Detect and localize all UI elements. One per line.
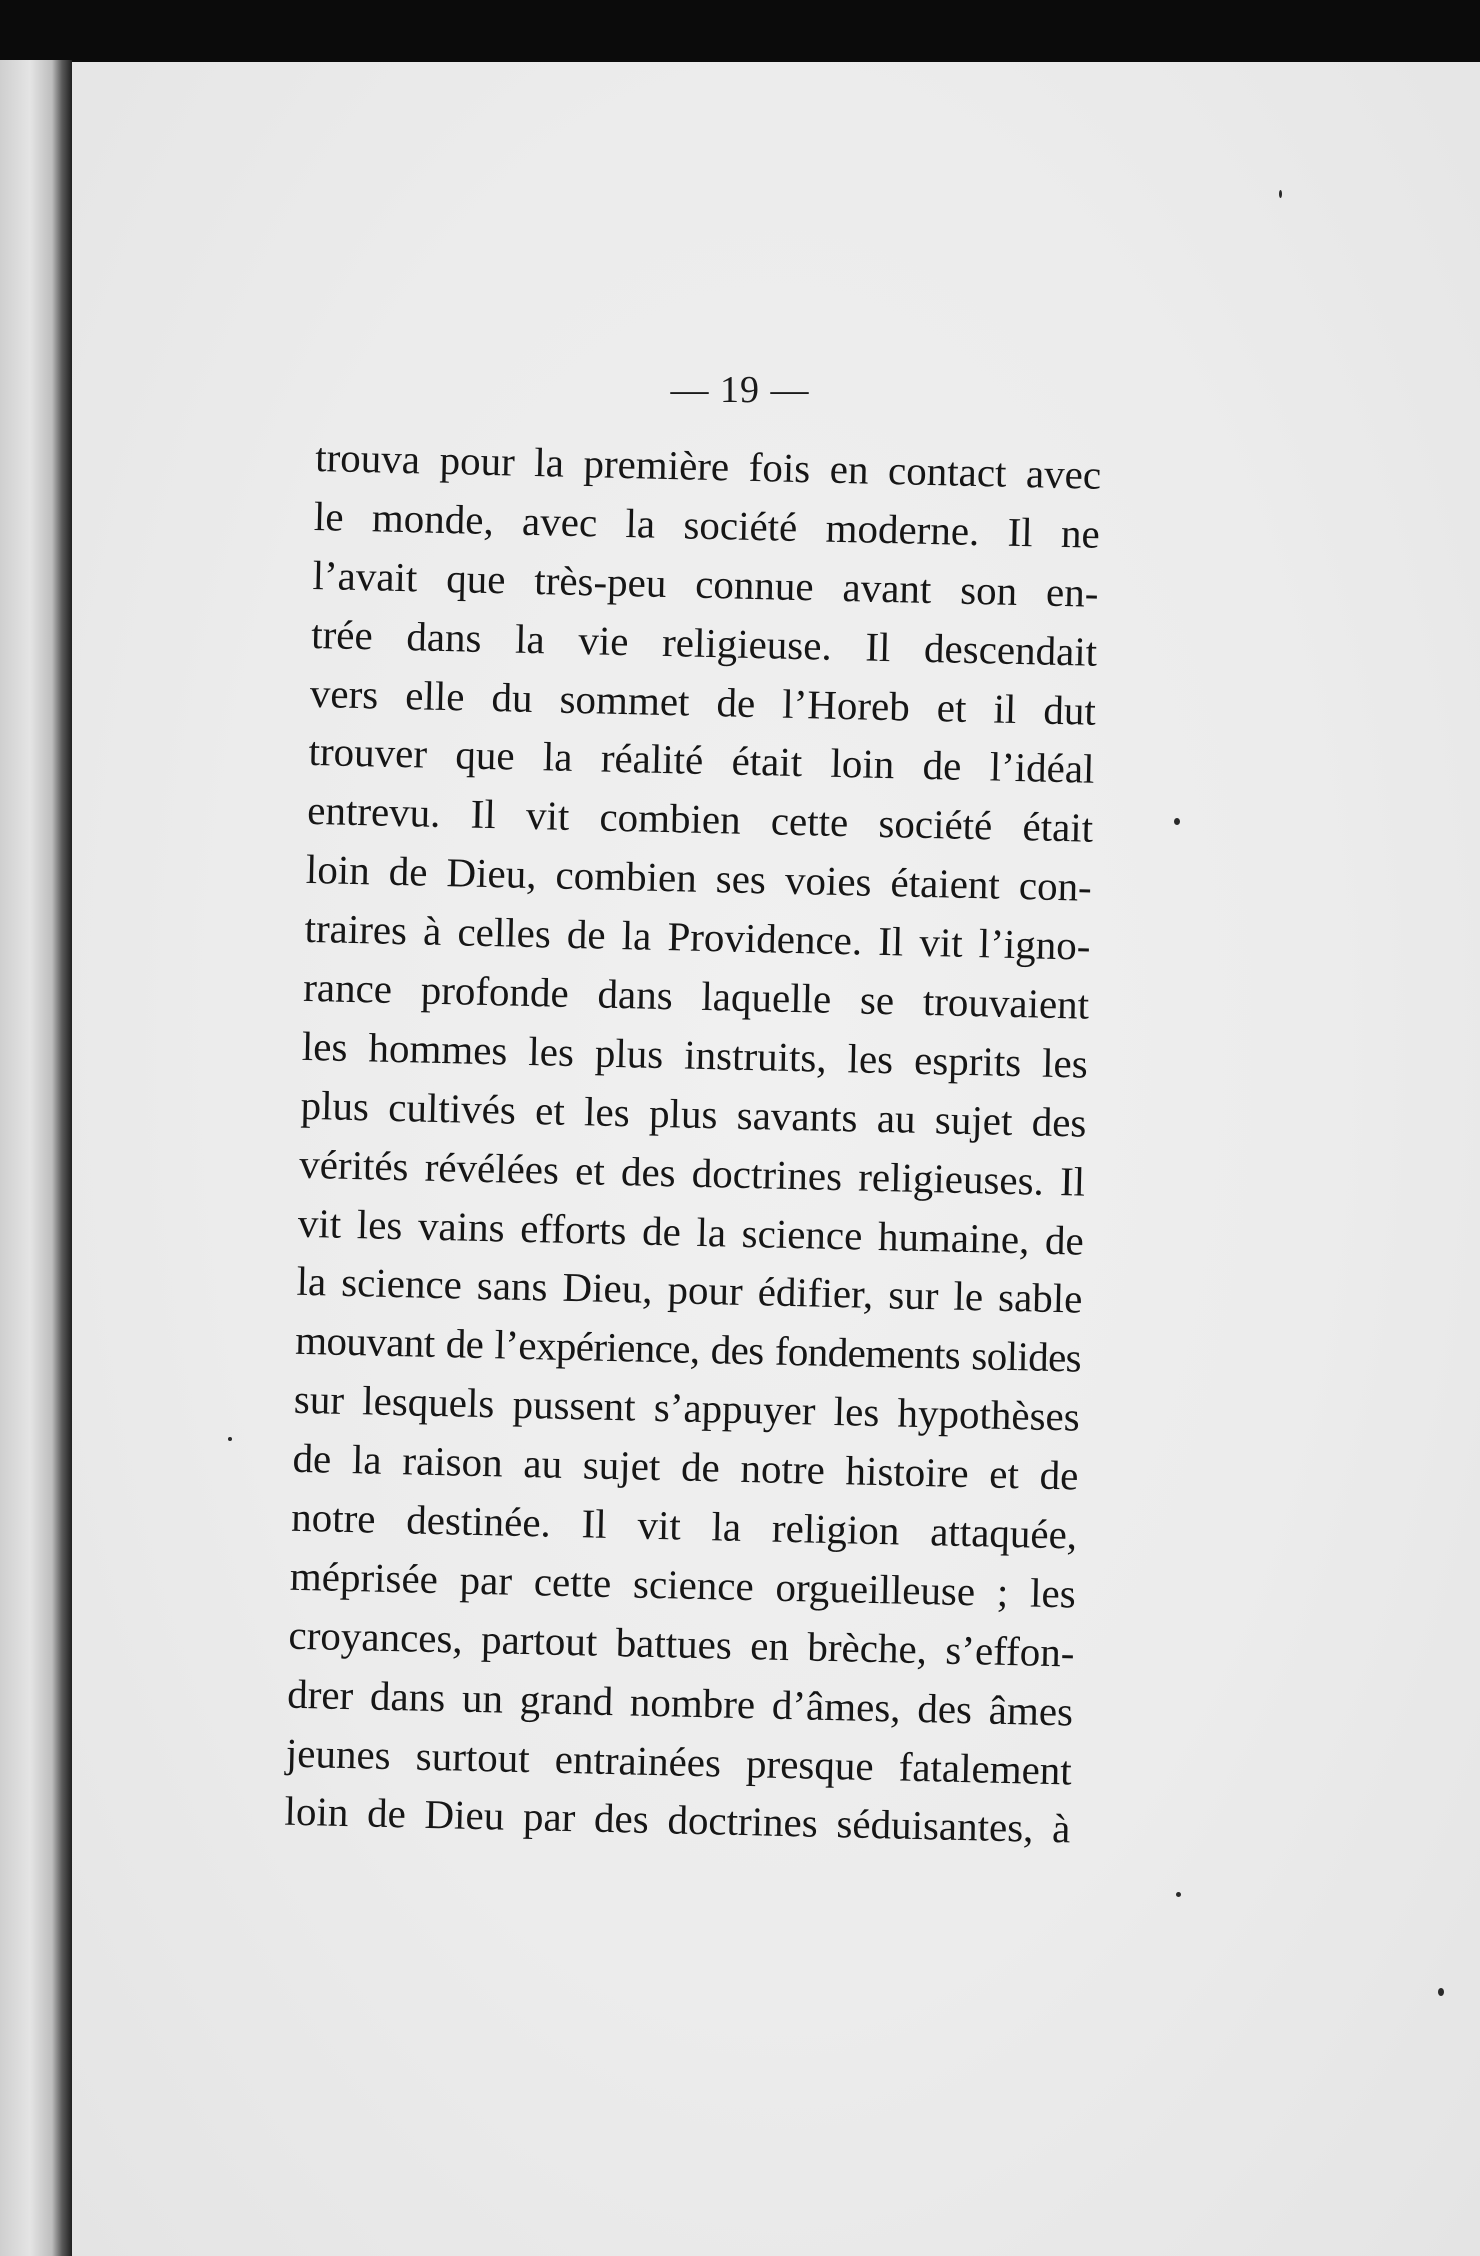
text-line: le monde, avec la société moderne. Il ne bbox=[313, 492, 1101, 557]
text-line: vers elle du sommet de l’Horeb et il dut bbox=[309, 669, 1097, 734]
text-line: entrevu. Il vit combien cette société était bbox=[306, 787, 1094, 852]
text-line: la science sans Dieu, pour édifier, sur le sable bbox=[296, 1258, 1083, 1323]
text-line: croyances, partout battues en brèche, s’effon- bbox=[288, 1611, 1075, 1676]
text-line: méprisée par cette science orgueilleuse ; les bbox=[289, 1552, 1077, 1617]
dust-speck bbox=[1279, 190, 1282, 198]
text-line: mouvant de l’expérience, des fondements solides bbox=[294, 1317, 1082, 1381]
text-line: jeunes surtout entrainées presque fatalement bbox=[285, 1729, 1073, 1794]
text-line: les hommes les plus instruits, les esprits les bbox=[301, 1022, 1089, 1087]
page-number: — 19 — bbox=[670, 369, 810, 411]
text-line: plus cultivés et les plus savants au sujet des bbox=[300, 1081, 1087, 1146]
text-line: traires à celles de la Providence. Il vit l’igno- bbox=[304, 905, 1091, 969]
text-line: loin de Dieu par des doctrines séduisantes, à bbox=[284, 1788, 1071, 1852]
dust-speck bbox=[1174, 818, 1180, 825]
text-line: rance profonde dans laquelle se trouvaient bbox=[302, 963, 1090, 1028]
text-line: trouver que la réalité était loin de l’idéal bbox=[308, 728, 1095, 793]
dust-speck bbox=[1176, 1892, 1181, 1897]
dust-speck bbox=[1438, 1988, 1444, 1996]
text-line: trouva pour la première fois en contact avec bbox=[314, 433, 1102, 498]
text-line: sur lesquels pussent s’appuyer les hypothèses bbox=[293, 1376, 1081, 1440]
text-line: de la raison au sujet de notre histoire et de bbox=[292, 1434, 1079, 1499]
text-line: vérités révélées et des doctrines religieuses. Il bbox=[298, 1140, 1086, 1205]
text-line: drer dans un grand nombre d’âmes, des âmes bbox=[286, 1670, 1074, 1735]
text-line: trée dans la vie religieuse. Il descendait bbox=[310, 610, 1098, 675]
text-line: l’avait que très-peu connue avant son en- bbox=[312, 551, 1099, 616]
text-line: vit les vains efforts de la science humaine, de bbox=[297, 1199, 1085, 1264]
text-line: loin de Dieu, combien ses voies étaient con- bbox=[305, 846, 1093, 910]
body-text bbox=[284, 428, 1102, 1859]
dust-speck bbox=[228, 1437, 232, 1441]
text-line: notre destinée. Il vit la religion attaquée, bbox=[290, 1493, 1078, 1558]
